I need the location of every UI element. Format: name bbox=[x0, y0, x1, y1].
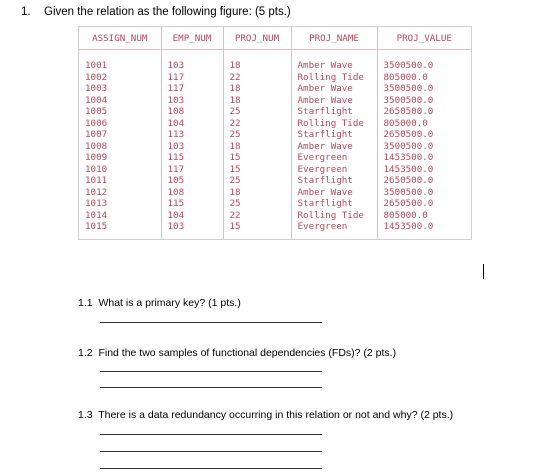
proj-name-cell: Starflight bbox=[291, 106, 377, 118]
proj-value-cell: 1453500.0 bbox=[383, 221, 434, 232]
table-row bbox=[79, 221, 471, 239]
proj-name-cell: Evergreen bbox=[291, 164, 377, 176]
emp-num-cell: 104 bbox=[161, 118, 223, 130]
table-row bbox=[79, 187, 471, 199]
proj-name-cell: Amber Wave bbox=[291, 95, 377, 107]
subquestion-text: What is a primary key? (1 pts.) bbox=[98, 297, 241, 309]
proj-value-cell: 805000.0 bbox=[383, 71, 428, 83]
subquestion-1-3 bbox=[78, 409, 453, 421]
table-row bbox=[79, 95, 471, 107]
emp-num-cell: 115 bbox=[161, 198, 223, 210]
assign-num-cell: 1013 bbox=[79, 198, 161, 210]
table-row bbox=[79, 60, 471, 72]
proj-value-cell: 3500500.0 bbox=[383, 83, 434, 94]
emp-num-cell: 117 bbox=[161, 164, 223, 176]
text-cursor bbox=[483, 264, 484, 279]
assign-num-cell: 1014 bbox=[79, 210, 161, 222]
proj-name-cell: Rolling Tide bbox=[291, 118, 377, 130]
proj-value-cell: 3500500.0 bbox=[383, 186, 434, 198]
proj-name-cell: Evergreen bbox=[291, 221, 377, 239]
table-header-row bbox=[79, 27, 471, 50]
proj-num-cell: 15 bbox=[223, 164, 291, 176]
assign-num-cell: 1006 bbox=[79, 118, 161, 130]
proj-num-cell: 18 bbox=[223, 187, 291, 199]
proj-name-cell: Starflight bbox=[291, 175, 377, 187]
proj-value-cell: 1453500.0 bbox=[383, 152, 434, 163]
proj-name-cell: Evergreen bbox=[291, 152, 377, 164]
proj-value-cell: 2650500.0 bbox=[383, 106, 434, 117]
proj-name-cell: Amber Wave bbox=[291, 60, 377, 72]
column-header-emp-num: EMP_NUM bbox=[161, 27, 223, 50]
emp-num-cell: 117 bbox=[161, 72, 223, 84]
proj-num-cell: 18 bbox=[223, 95, 291, 107]
proj-value-cell: 805000.0 bbox=[383, 117, 428, 129]
emp-num-cell: 113 bbox=[161, 129, 223, 141]
emp-num-cell: 117 bbox=[161, 83, 223, 95]
answer-line[interactable] bbox=[100, 387, 322, 388]
assign-num-cell: 1009 bbox=[79, 152, 161, 164]
assign-num-cell: 1003 bbox=[79, 83, 161, 95]
column-header-proj-name: PROJ_NAME bbox=[291, 27, 377, 50]
emp-num-cell: 104 bbox=[161, 210, 223, 222]
proj-num-cell: 18 bbox=[223, 60, 291, 72]
proj-num-cell: 25 bbox=[223, 106, 291, 118]
table-row bbox=[79, 83, 471, 95]
table-body bbox=[79, 50, 471, 239]
emp-num-cell: 108 bbox=[161, 106, 223, 118]
emp-num-cell: 103 bbox=[161, 141, 223, 153]
proj-num-cell: 25 bbox=[223, 129, 291, 141]
assign-num-cell: 1001 bbox=[79, 60, 161, 72]
proj-value-cell: 3500500.0 bbox=[383, 140, 434, 152]
assign-num-cell: 1004 bbox=[79, 95, 161, 107]
assign-num-cell: 1011 bbox=[79, 175, 161, 187]
assign-num-cell: 1015 bbox=[79, 221, 161, 239]
proj-value-cell: 2650500.0 bbox=[383, 198, 434, 209]
question-text: Given the relation as the following figure: (5 pts.) bbox=[44, 6, 291, 18]
question-heading bbox=[21, 6, 291, 18]
assign-num-cell: 1010 bbox=[79, 164, 161, 176]
table-row bbox=[79, 152, 471, 164]
emp-num-cell: 103 bbox=[161, 221, 223, 239]
table-row bbox=[79, 198, 471, 210]
table-row bbox=[79, 210, 471, 222]
table-row bbox=[79, 164, 471, 176]
subquestion-number: 1.3 bbox=[78, 409, 93, 421]
proj-name-cell: Starflight bbox=[291, 129, 377, 141]
proj-num-cell: 25 bbox=[223, 175, 291, 187]
proj-num-cell: 22 bbox=[223, 72, 291, 84]
column-header-proj-num: PROJ_NUM bbox=[223, 27, 291, 50]
proj-value-cell: 2650500.0 bbox=[383, 175, 434, 186]
proj-num-cell: 15 bbox=[223, 152, 291, 164]
column-header-assign-num: ASSIGN_NUM bbox=[79, 27, 161, 50]
proj-name-cell: Amber Wave bbox=[291, 83, 377, 95]
answer-line[interactable] bbox=[100, 468, 322, 469]
table-row bbox=[79, 175, 471, 187]
relation-table bbox=[79, 27, 471, 239]
subquestion-text: Find the two samples of functional dependencies (FDs)? (2 pts.) bbox=[98, 347, 397, 359]
proj-value-cell: 2650500.0 bbox=[383, 129, 434, 140]
assign-num-cell: 1008 bbox=[79, 141, 161, 153]
proj-num-cell: 22 bbox=[223, 210, 291, 222]
table-row bbox=[79, 72, 471, 84]
emp-num-cell: 115 bbox=[161, 152, 223, 164]
proj-value-cell: 805000.0 bbox=[383, 209, 428, 221]
subquestion-1-2 bbox=[78, 347, 396, 359]
emp-num-cell: 108 bbox=[161, 187, 223, 199]
assign-num-cell: 1007 bbox=[79, 129, 161, 141]
proj-name-cell: Starflight bbox=[291, 198, 377, 210]
proj-num-cell: 18 bbox=[223, 83, 291, 95]
proj-name-cell: Rolling Tide bbox=[291, 210, 377, 222]
proj-num-cell: 22 bbox=[223, 118, 291, 130]
assign-num-cell: 1012 bbox=[79, 187, 161, 199]
proj-num-cell: 25 bbox=[223, 198, 291, 210]
assign-num-cell: 1005 bbox=[79, 106, 161, 118]
table-row bbox=[79, 141, 471, 153]
table-row bbox=[79, 118, 471, 130]
emp-num-cell: 103 bbox=[161, 60, 223, 72]
proj-value-cell: 1453500.0 bbox=[383, 163, 434, 175]
subquestion-number: 1.2 bbox=[78, 347, 93, 359]
answer-line[interactable] bbox=[100, 371, 322, 372]
subquestion-number: 1.1 bbox=[78, 297, 93, 309]
proj-num-cell: 18 bbox=[223, 141, 291, 153]
proj-name-cell: Amber Wave bbox=[291, 141, 377, 153]
subquestion-text: There is a data redundancy occurring in this relation or not and why? (2 pts.) bbox=[98, 409, 454, 421]
column-header-proj-value: PROJ_VALUE bbox=[377, 27, 471, 50]
answer-line[interactable] bbox=[100, 434, 322, 435]
emp-num-cell: 103 bbox=[161, 95, 223, 107]
answer-line[interactable] bbox=[100, 322, 322, 323]
answer-line[interactable] bbox=[100, 451, 322, 452]
proj-name-cell: Amber Wave bbox=[291, 187, 377, 199]
table-row bbox=[79, 129, 471, 141]
proj-name-cell: Rolling Tide bbox=[291, 72, 377, 84]
question-number: 1. bbox=[21, 6, 31, 18]
relation-table-container bbox=[78, 26, 472, 240]
table-row bbox=[79, 106, 471, 118]
proj-num-cell: 15 bbox=[223, 221, 291, 239]
subquestion-1-1 bbox=[78, 297, 241, 309]
emp-num-cell: 105 bbox=[161, 175, 223, 187]
assign-num-cell: 1002 bbox=[79, 72, 161, 84]
proj-value-cell: 3500500.0 bbox=[383, 94, 434, 106]
proj-value-cell: 3500500.0 bbox=[383, 60, 434, 71]
